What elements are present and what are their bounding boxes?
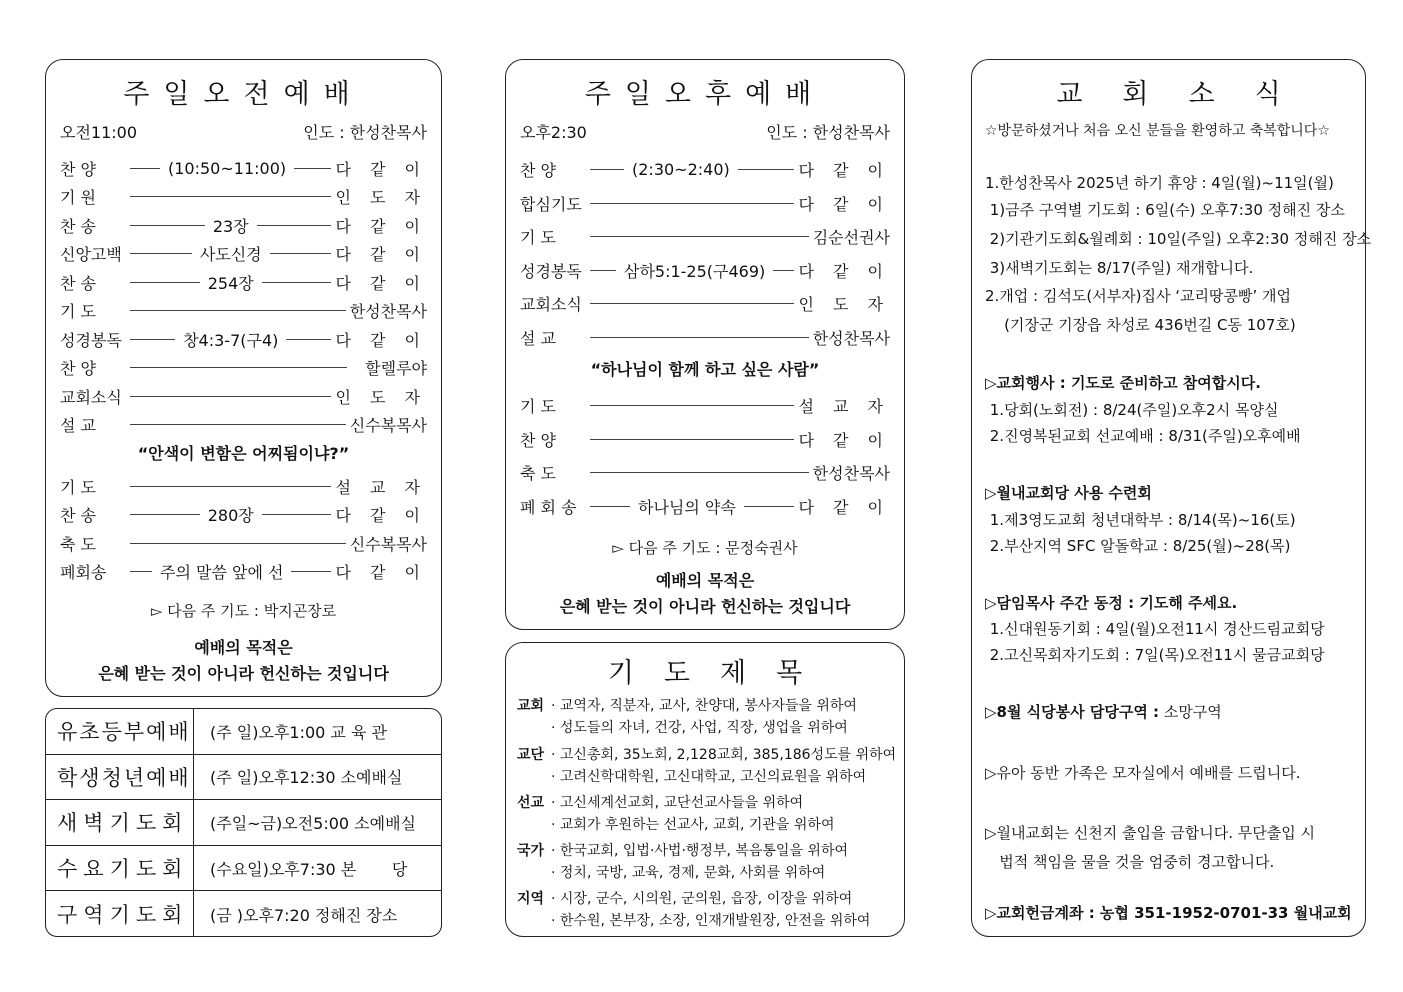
schedule-row: 학생청년예배 (주 일)오후12:30 소예배실: [46, 755, 441, 801]
schedule-row: 구역기도회 (금 )오후7:20 정해진 장소: [46, 891, 441, 937]
news-meal-duty: ▷8월 식당봉사 담당구역 : 소망구역: [985, 703, 1222, 721]
order-row: 성경봉독 창4:3-7(구4) 다 같 이: [60, 330, 428, 350]
news-line: 2.개업 : 김석도(서부자)집사 ‘교리땅콩빵’ 개업: [985, 287, 1292, 305]
order-row: 기 도 한성찬목사: [60, 302, 427, 322]
church-news-panel: [971, 59, 1372, 937]
news-heading: ▷교회행사 : 기도로 준비하고 참여합시다.: [985, 374, 1261, 392]
prayer-topics-panel: [505, 642, 905, 937]
news-line: 1.제3영도교회 청년대학부 : 8/14(목)~16(토): [985, 511, 1296, 529]
prayer-group: 지역 · 시장, 군수, 시의원, 군의원, 읍장, 이장을 위하여 · 한수원, 본부장, 소장, 인재개발원장, 안전을 위하여: [517, 891, 871, 929]
order-row: 기 도 설 교 자: [520, 397, 890, 417]
order-row: 폐 회 송 하나님의 약속 다 같 이: [520, 497, 890, 517]
news-title: 교회소식: [1056, 79, 1321, 110]
news-heading: ▷월내교회당 사용 수련회: [985, 484, 1152, 502]
morning-time-row: [60, 120, 427, 143]
news-line: 2.고신목회자기도회 : 7일(목)오전11시 물금교회당: [985, 646, 1325, 664]
morning-purpose-1: 예배의 목적은: [194, 638, 293, 657]
prayer-title: 기도제목: [607, 658, 833, 689]
afternoon-sermon-title: “하나님이 함께 하고 싶은 사람”: [590, 360, 820, 379]
order-row: 교회소식 인 도 자: [60, 387, 427, 407]
news-line: 2.진영복된교회 선교예배 : 8/31(주일)오후예배: [985, 427, 1301, 445]
news-warning-1: ▷월내교회는 신천지 출입을 금합니다. 무단출입 시: [985, 824, 1315, 842]
news-account: ▷교회헌금계좌 : 농협 351-1952-0701-33 월내교회: [985, 904, 1352, 922]
news-line: 2.부산지역 SFC 알돌학교 : 8/25(월)~28(목): [985, 537, 1291, 555]
order-row: 폐회송 주의 말씀 앞에 선 다 같 이: [60, 563, 427, 583]
news-line: 2)기관기도회&월례회 : 10일(주일) 오후2:30 정해진 장소: [985, 230, 1372, 248]
order-row: 기 도 김순선권사: [520, 228, 890, 248]
prayer-group: 교단 · 고신총회, 35노회, 2,128교회, 385,186성도를 위하여 · 고려신학대학원, 고신대학교, 고신의료원을 위하여: [517, 747, 897, 785]
schedule-row: 수요기도회 (수요일)오후7:30 본 당: [46, 846, 441, 892]
order-row: 축 도 신수복목사: [60, 534, 427, 554]
afternoon-time-row: [520, 120, 890, 143]
order-row: 기 도 설 교 자: [60, 477, 427, 497]
morning-sermon-title: “안색이 변함은 어찌됨이냐?”: [137, 444, 350, 463]
order-row: 설 교 신수복목사: [60, 416, 427, 436]
order-row: 찬 양 (10:50~11:00) 다 같 이: [60, 158, 427, 179]
morning-time: 오전11:00: [60, 123, 138, 142]
schedule-row: 새벽기도회 (주일~금)오전5:00 소예배실: [46, 800, 441, 846]
afternoon-leader: 인도 : 한성찬목사: [766, 123, 890, 142]
order-row: 찬 양 할렐루야: [60, 359, 427, 379]
news-welcome: ☆방문하셨거나 처음 오신 분들을 환영하고 축복합니다☆: [985, 123, 1330, 139]
order-row: 기 원 인 도 자: [60, 188, 427, 208]
order-row: 축 도 한성찬목사: [520, 464, 890, 484]
news-line: 1)금주 구역별 기도회 : 6일(수) 오후7:30 정해진 장소: [985, 201, 1345, 219]
order-row: 찬 송 23장 다 같 이: [60, 216, 427, 236]
afternoon-purpose-2: 은혜 받는 것이 아니라 헌신하는 것입니다: [559, 597, 851, 616]
news-line: 1.한성찬목사 2025년 하기 휴양 : 4일(월)~11일(월): [985, 174, 1334, 192]
prayer-group: 교회 · 교역자, 직분자, 교사, 찬양대, 봉사자들을 위하여 · 성도들의 자녀, 건강, 사업, 직장, 생업을 위하여: [517, 698, 857, 736]
morning-purpose-2: 은혜 받는 것이 아니라 헌신하는 것입니다: [98, 664, 389, 683]
order-row: 성경봉독 삼하5:1-25(구469) 다 같 이: [520, 261, 890, 281]
schedule-table: [45, 708, 442, 937]
afternoon-title: 주일오후예배: [584, 79, 826, 110]
order-row: 합심기도 다 같 이: [520, 194, 890, 214]
schedule-row: 유초등부예배 (주 일)오후1:00 교 육 관: [46, 709, 441, 755]
order-row: 신앙고백 사도신경 다 같 이: [60, 245, 427, 265]
news-line: 1.당회(노회전) : 8/24(주일)오후2시 목양실: [985, 401, 1279, 419]
afternoon-order: [520, 153, 890, 620]
news-heading: ▷담임목사 주간 동정 : 기도해 주세요.: [985, 594, 1238, 612]
news-line: (기장군 기장읍 차성로 436번길 C동 107호): [985, 316, 1296, 334]
order-row: 찬 송 280장 다 같 이: [60, 506, 428, 526]
news-warning-2: 법적 책임을 물을 것을 엄중히 경고합니다.: [985, 853, 1275, 871]
prayer-group: 국가 · 한국교회, 입법·사법·행정부, 복음통일을 위하여 · 정치, 국방, 교육, 경제, 문화, 사회를 위하여: [517, 843, 849, 881]
prayer-group: 선교 · 고신세계선교회, 교단선교사들을 위하여 · 교회가 후원하는 선교사, 교회, 기관을 위하여: [517, 795, 835, 833]
order-row: 찬 송 254장 다 같 이: [60, 273, 428, 293]
morning-next-prayer: ▻ 다음 주 기도 : 박지곤장로: [150, 602, 337, 620]
order-row: 찬 양 다 같 이: [520, 430, 890, 450]
morning-leader: 인도 : 한성찬목사: [303, 123, 427, 142]
morning-title: 주일오전예배: [123, 79, 364, 110]
order-row: 교회소식 인 도 자: [520, 295, 890, 315]
news-infant-notice: ▷유아 동반 가족은 모자실에서 예배를 드립니다.: [985, 764, 1301, 782]
afternoon-purpose-1: 예배의 목적은: [655, 571, 755, 590]
afternoon-worship-panel: [505, 59, 905, 630]
order-row: 설 교 한성찬목사: [520, 328, 890, 348]
afternoon-next-prayer: ▻ 다음 주 기도 : 문정숙권사: [612, 539, 798, 557]
news-line: 1.신대원동기회 : 4일(월)오전11시 경산드림교회당: [985, 620, 1325, 638]
news-line: 3)새벽기도회는 8/17(주일) 재개합니다.: [985, 259, 1254, 277]
order-row: 찬 양 (2:30~2:40) 다 같 이: [520, 160, 890, 181]
morning-order: [60, 154, 427, 687]
afternoon-time: 오후2:30: [520, 123, 587, 142]
morning-worship-panel: [45, 59, 442, 697]
